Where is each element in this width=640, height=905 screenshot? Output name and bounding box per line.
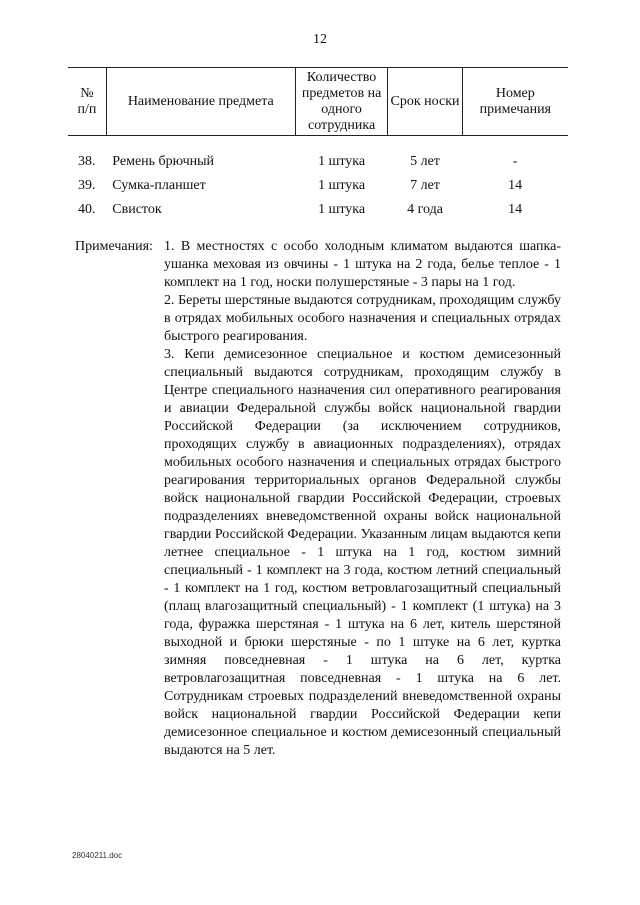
items-table xyxy=(68,67,568,222)
note-2: 2. Береты шерстяные выдаются сотрудникам, проходящим службу в отрядах мобильных особого назначения и специальных отрядах быстрого реагирования. xyxy=(164,293,561,344)
row-name: Ремень брючный xyxy=(112,154,215,169)
note-3: 3. Кепи демисезонное специальное и костюм демисезонный специальный выдаются сотрудникам, проходящим службу в Центре специального назначения сил оперативного реагирования и авиации Федеральной службы войск национальной гвардии Российской Федерации (за исключением сотрудников, проходящих службу в авиационных подразделениях), отрядах мобильных особого назначения и специальных отрядах быстрого реагирования территориальных органов Федеральной службы войск национальной гвардии Российской Федерации, строевых подразделениях вневедомственной охраны войск национальной гвардии Российской Федерации. Указанным лицам выдаются кепи летнее специальное - 1 штука на 1 год, костюм зимний специальный - 1 комплект на 3 года, костюм летний специальный - 1 комплект на 1 год, костюм ветровлагозащитный специальный (плащ влагозащитный специальный) - 1 комплект (1 штука) на 3 года, фуражка шерстяная - 1 штука на 6 лет, китель шерстяной выходной и брюки шерстяные - по 1 штуке на 6 лет, куртка зимняя повседневная - 1 штука на 6 лет, куртка ветровлагозащитная повседневная - 1 штука на 6 лет. Сотрудникам строевых подразделений вневедомственной охраны войск национальной гвардии Российской Федерации кепи демисезонное специальное и костюм демисезонный специальный выдаются на 5 лет. xyxy=(164,347,561,758)
row-note: 14 xyxy=(508,202,523,217)
header-qty: Количество предметов на одного сотрудника xyxy=(295,68,388,136)
notes-body xyxy=(164,238,561,760)
table-row xyxy=(68,150,568,174)
doc-code: 28040211.doc xyxy=(72,851,123,860)
row-note: 14 xyxy=(508,178,523,193)
row-num: 38. xyxy=(78,154,96,169)
row-qty: 1 штука xyxy=(318,154,366,169)
row-num: 40. xyxy=(78,202,96,217)
row-num: 39. xyxy=(78,178,96,193)
row-name: Сумка-планшет xyxy=(112,178,206,193)
row-name: Свисток xyxy=(112,202,162,217)
notes-label: Примечания: xyxy=(75,239,153,254)
row-qty: 1 штука xyxy=(318,202,366,217)
row-note: - xyxy=(512,154,518,169)
row-term: 5 лет xyxy=(410,154,440,169)
page-number: 12 xyxy=(313,32,327,47)
header-note: Номер примечания xyxy=(462,68,568,136)
table-row xyxy=(68,174,568,198)
row-term: 4 года xyxy=(407,202,443,217)
header-term: Срок носки xyxy=(388,68,462,136)
note-1: 1. В местностях с особо холодным климатом выдаются шапка-ушанка меховая из овчины - 1 штука на 2 года, белье теплое - 1 комплект на 1 год, носки полушерстяные - 3 пары на 1 год. xyxy=(164,239,561,290)
header-name: Наименование предмета xyxy=(106,68,295,136)
table-row xyxy=(68,198,568,222)
table-header-row xyxy=(68,68,568,136)
row-qty: 1 штука xyxy=(318,178,366,193)
header-num: № п/п xyxy=(68,68,106,136)
row-term: 7 лет xyxy=(410,178,440,193)
